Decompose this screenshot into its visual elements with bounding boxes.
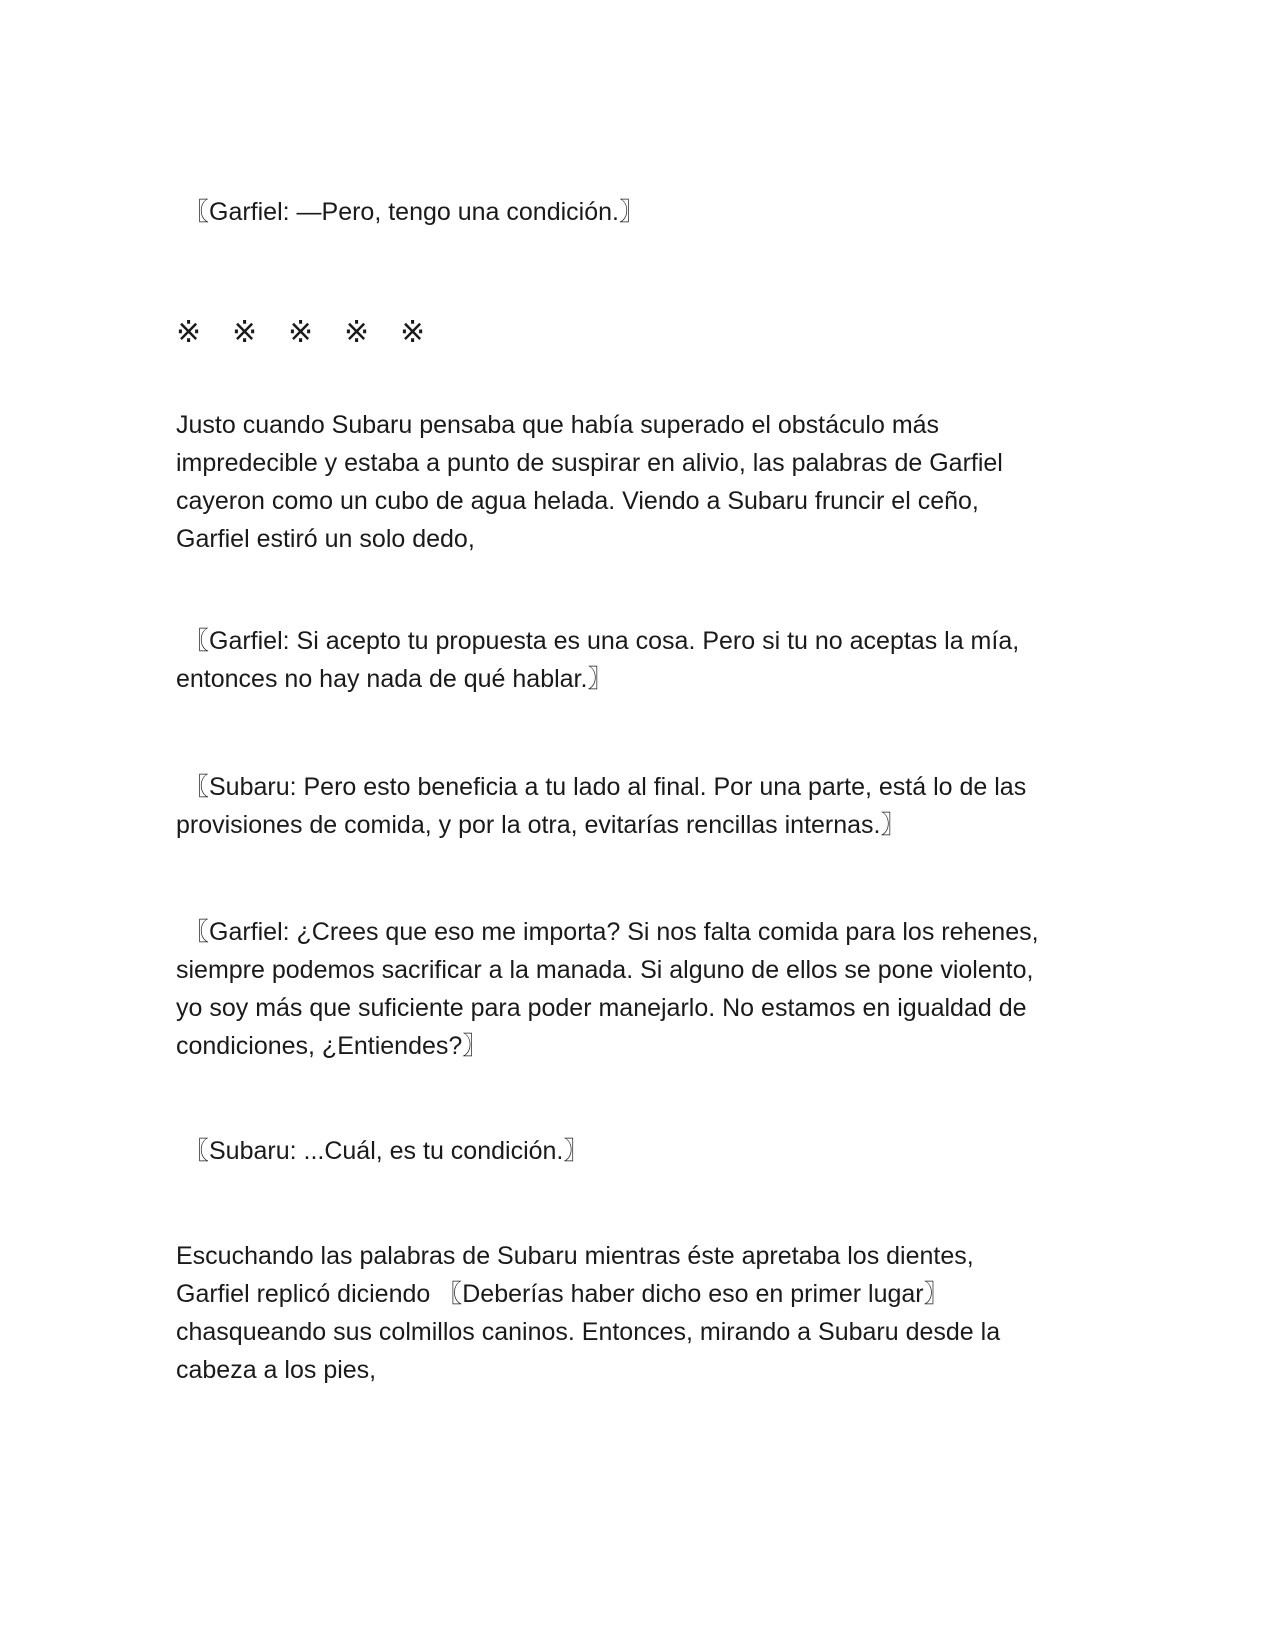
text-line: entonces no hay nada de qué hablar.〗 bbox=[176, 665, 613, 693]
dialogue-paragraph bbox=[176, 768, 1096, 844]
text-line: impredecible y estaba a punto de suspirar en alivio, las palabras de Garfiel bbox=[176, 449, 1003, 477]
text-line: provisiones de comida, y por la otra, evitarías rencillas internas.〗 bbox=[176, 811, 906, 839]
text-line: siempre podemos sacrificar a la manada. Si alguno de ellos se pone violento, bbox=[176, 956, 1034, 984]
text-line: 〖Subaru: Pero esto beneficia a tu lado al final. Por una parte, está lo de las bbox=[184, 773, 1027, 801]
text-line: 〖Garfiel: Si acepto tu propuesta es una cosa. Pero si tu no aceptas la mía, bbox=[184, 627, 1020, 655]
separator-symbol: ※ bbox=[232, 315, 258, 350]
text-line: Justo cuando Subaru pensaba que había superado el obstáculo más bbox=[176, 411, 940, 439]
text-line: Garfiel replicó diciendo 〖Deberías haber dicho eso en primer lugar〗 bbox=[176, 1280, 949, 1308]
text-line: Garfiel estiró un solo dedo, bbox=[176, 525, 475, 553]
text-line: yo soy más que suficiente para poder manejarlo. No estamos en igualdad de bbox=[176, 994, 1027, 1022]
separator-symbol: ※ bbox=[176, 315, 202, 350]
text-line: chasqueando sus colmillos caninos. Entonces, mirando a Subaru desde la bbox=[176, 1318, 1001, 1346]
text-line: 〖Subaru: ...Cuál, es tu condición.〗 bbox=[184, 1137, 589, 1165]
dialogue-paragraph bbox=[176, 193, 1104, 231]
text-line: 〖Garfiel: ¿Crees que eso me importa? Si nos falta comida para los rehenes, bbox=[184, 918, 1039, 946]
dialogue-paragraph bbox=[176, 913, 1096, 1065]
section-separator bbox=[176, 313, 456, 353]
separator-symbol: ※ bbox=[400, 315, 426, 350]
narration-paragraph bbox=[176, 1237, 1096, 1389]
text-line: condiciones, ¿Entiendes?〗 bbox=[176, 1032, 488, 1060]
separator-symbol: ※ bbox=[288, 315, 314, 350]
text-line: cabeza a los pies, bbox=[176, 1356, 377, 1384]
narration-paragraph bbox=[176, 406, 1096, 558]
dialogue-paragraph bbox=[176, 1132, 1104, 1170]
text-line: Escuchando las palabras de Subaru mientras éste apretaba los dientes, bbox=[176, 1242, 974, 1270]
text-line: cayeron como un cubo de agua helada. Viendo a Subaru fruncir el ceño, bbox=[176, 487, 979, 515]
dialogue-paragraph bbox=[176, 622, 1096, 698]
separator-symbol: ※ bbox=[344, 315, 370, 350]
text-line: 〖Garfiel: —Pero, tengo una condición.〗 bbox=[184, 198, 644, 226]
